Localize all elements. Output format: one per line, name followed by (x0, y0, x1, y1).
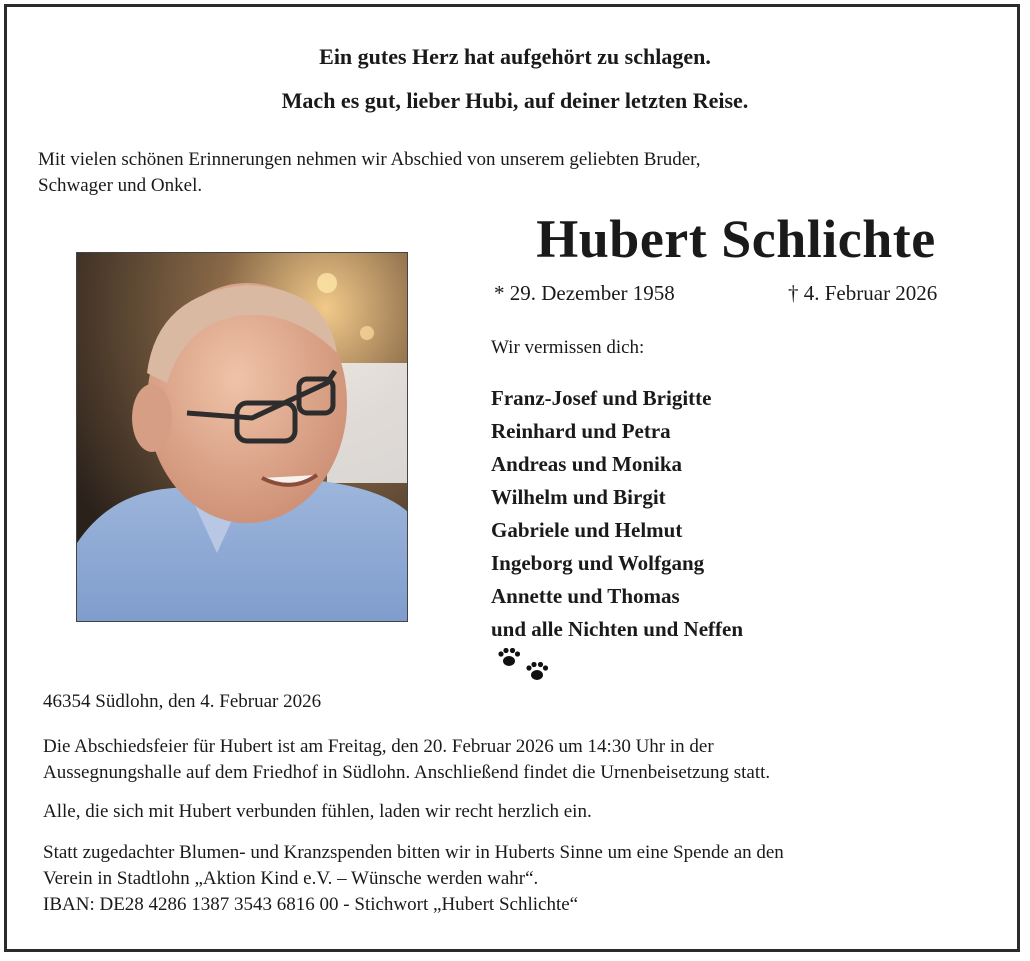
intro-text (38, 147, 938, 199)
mourners-intro: Wir vermissen dich: (491, 337, 645, 358)
paw-print-icon (526, 662, 548, 680)
mourner-entry: Franz-Josef und Brigitte (491, 386, 712, 410)
paw-print-icon (498, 648, 520, 666)
birth-date: * 29. Dezember 1958 (494, 281, 675, 305)
mourner-entry: und alle Nichten und Neffen (491, 617, 744, 641)
paw-prints (497, 648, 557, 693)
deceased-name: Hubert Schlichte (536, 209, 936, 269)
invitation-text: Alle, die sich mit Hubert verbunden fühlen, laden wir recht herzlich ein. (43, 801, 592, 822)
intro-line-1: Mit vielen schönen Erinnerungen nehmen wir Abschied von unserem geliebten Bruder, (38, 149, 701, 170)
mourner-entry: Annette und Thomas (491, 584, 680, 608)
mourner-entry: Wilhelm und Birgit (491, 485, 666, 509)
heading-line-2: Mach es gut, lieber Hubi, auf deiner letzten Reise. (281, 88, 749, 113)
place-and-date: 46354 Südlohn, den 4. Februar 2026 (43, 691, 322, 712)
mourner-entry: Gabriele und Helmut (491, 518, 683, 542)
mourner-entry: Reinhard und Petra (491, 419, 671, 443)
ceremony-line-1: Die Abschiedsfeier für Hubert ist am Freitag, den 20. Februar 2026 um 14:30 Uhr in der (43, 736, 714, 757)
mourner-entry: Ingeborg und Wolfgang (491, 551, 705, 575)
intro-line-2: Schwager und Onkel. (38, 175, 203, 196)
ceremony-line-2: Aussegnungshalle auf dem Friedhof in Südlohn. Anschließend findet die Urnenbeisetzung statt. (43, 762, 771, 783)
mourners-list (491, 382, 743, 646)
donation-line-2: Verein in Stadtlohn „Aktion Kind e.V. – Wünsche werden wahr“. (43, 868, 539, 889)
mourner-entry: Andreas und Monika (491, 452, 683, 476)
donation-iban: IBAN: DE28 4286 1387 3543 6816 00 - Stichwort „Hubert Schlichte“ (43, 894, 579, 915)
death-date: † 4. Februar 2026 (788, 281, 938, 305)
donation-line-1: Statt zugedachter Blumen- und Kranzspenden bitten wir in Huberts Sinne um eine Spende an den (43, 842, 784, 863)
heading-line-1: Ein gutes Herz hat aufgehört zu schlagen. (319, 44, 711, 69)
portrait-photo (76, 252, 408, 622)
